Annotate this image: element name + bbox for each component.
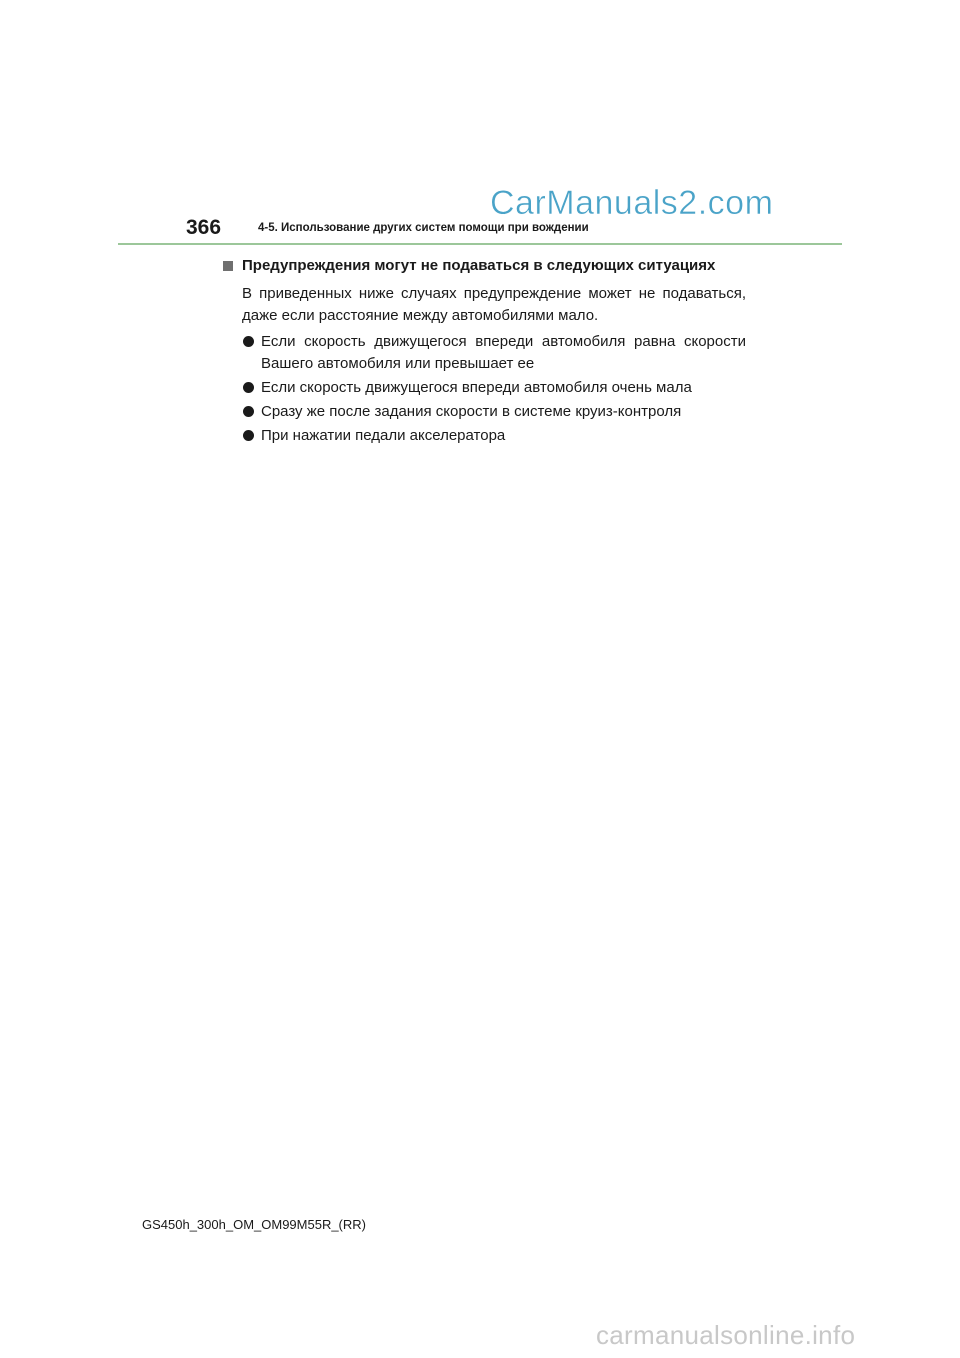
document-code: GS450h_300h_OM_OM99M55R_(RR) (142, 1217, 366, 1232)
section-header: 4-5. Использование других систем помощи при вождении (258, 222, 589, 234)
bullet-dot-icon (243, 406, 254, 417)
subsection-heading (221, 255, 746, 277)
watermark-carmanualsonline: carmanualsonline.info (596, 1320, 856, 1350)
page-number: 366 (186, 216, 222, 239)
list-item (242, 425, 746, 447)
list-item (242, 331, 746, 375)
bullet-dot-icon (243, 336, 254, 347)
bullet-list (221, 331, 746, 447)
list-item-text: Если скорость движущегося впереди автомобиля равна скорости Вашего автомобиля или превышает ее (261, 333, 746, 372)
list-item (242, 377, 746, 399)
square-bullet-icon (223, 261, 233, 271)
bullet-dot-icon (243, 382, 254, 393)
list-item (242, 401, 746, 423)
page-content (221, 255, 746, 447)
list-item-text: Сразу же после задания скорости в системе круиз-контроля (261, 403, 682, 420)
bullet-dot-icon (243, 430, 254, 441)
list-item-text: При нажатии педали акселератора (261, 427, 506, 444)
list-item-text: Если скорость движущегося впереди автомобиля очень мала (261, 379, 692, 396)
heading-text: Предупреждения могут не подаваться в следующих ситуациях (242, 257, 716, 274)
header-divider (118, 243, 842, 245)
watermark-carmanuals2: CarManuals2.com (490, 184, 774, 222)
intro-paragraph: В приведенных ниже случаях предупреждение может не подаваться, даже если расстояние между автомобилями мало. (242, 285, 746, 324)
